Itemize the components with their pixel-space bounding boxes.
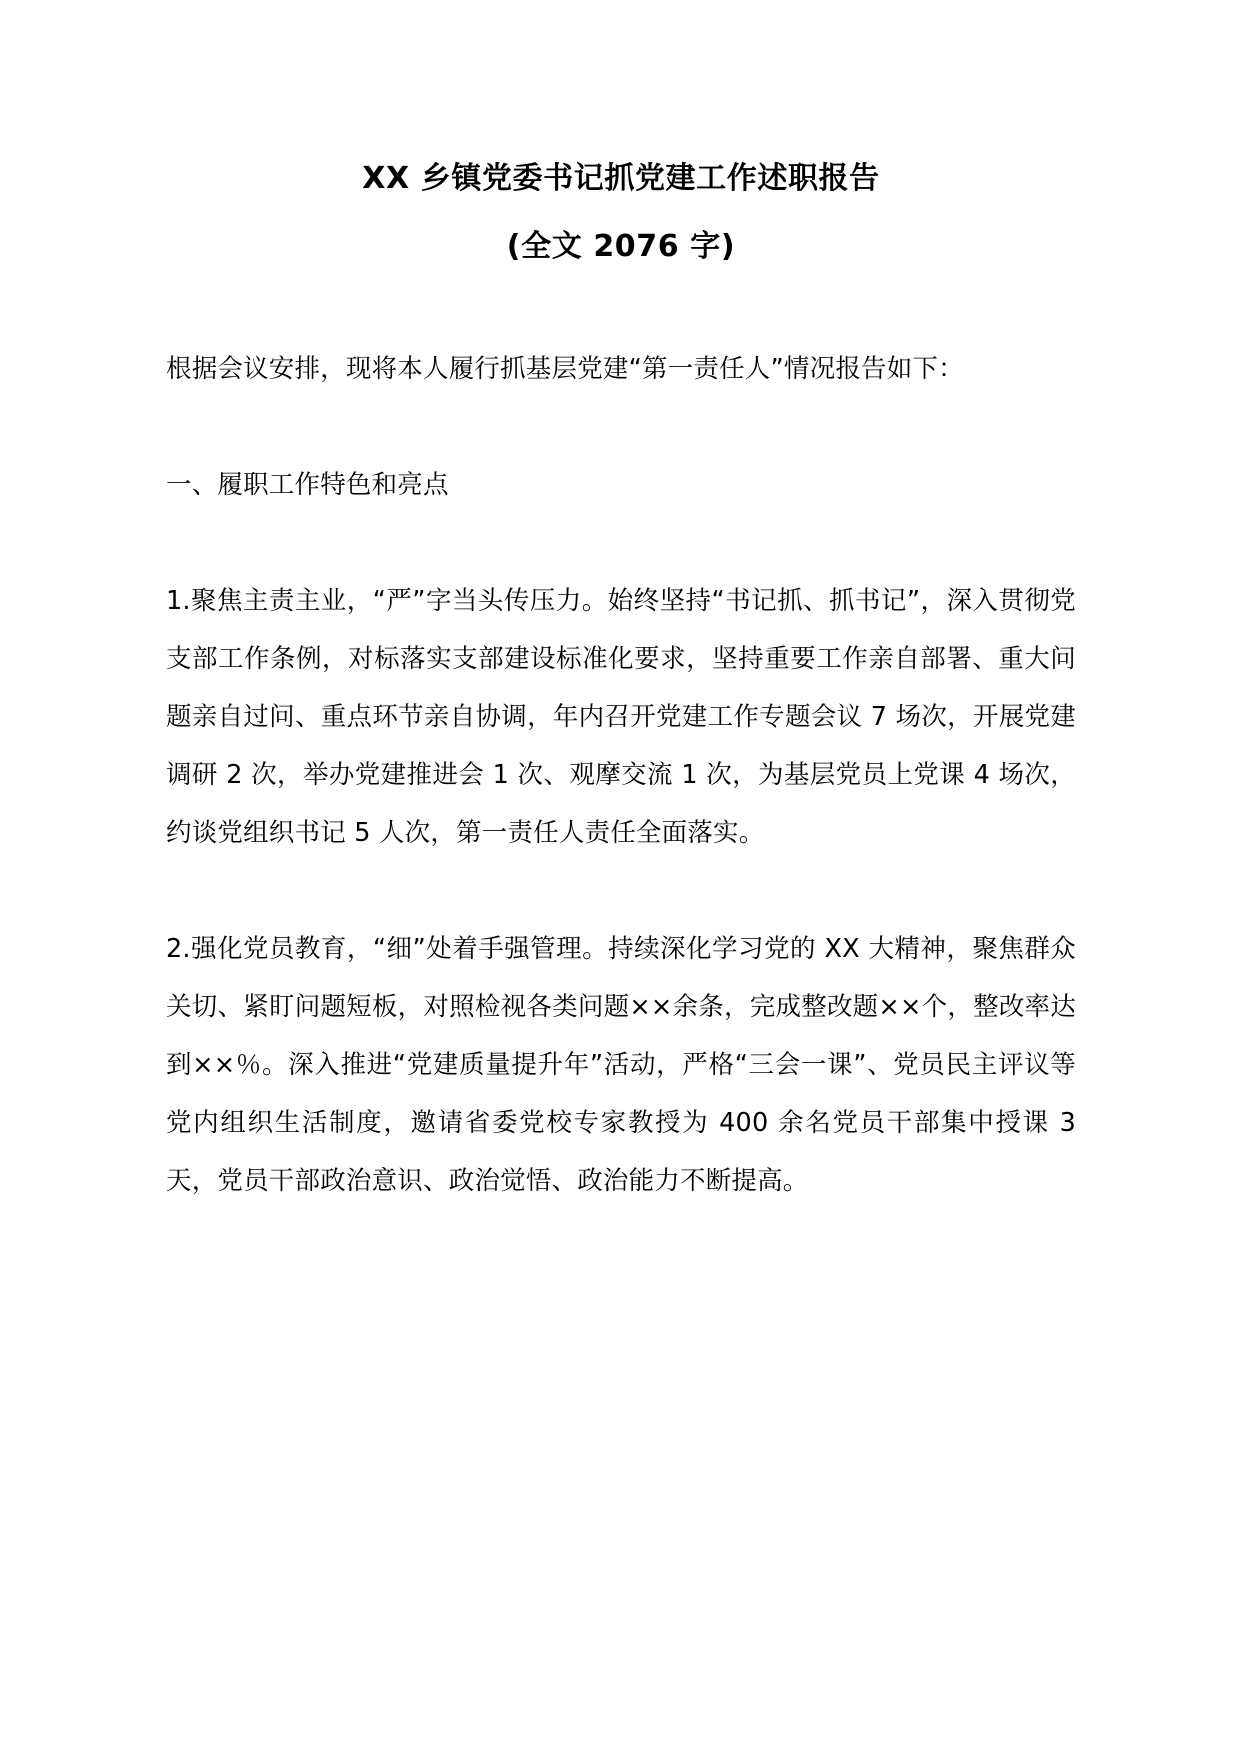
page-subtitle-word-count: (全文 2076 字) <box>506 229 736 264</box>
body-paragraph-1: 1.聚焦主责主业，“严”字当头传压力。始终坚持“书记抓、抓书记”，深入贯彻党支部工作条例，对标落实支部建设标准化要求，坚持重要工作亲自部署、重大问题亲自过问、重点环节亲自协调，年内召开党建工作专题会议 7 场次，开展党建调研 2 次，举办党建推进会 1 次、观摩交流 1 次，为基层党员上党课 4 场次，约谈党组织书记 5 人次，第一责任人责任全面落实。 <box>166 586 1076 848</box>
document-content-column <box>166 0 1076 1210</box>
opening-paragraph: 根据会议安排，现将本人履行抓基层党建“第一责任人”情况报告如下： <box>166 354 964 384</box>
page-title: XX 乡镇党委书记抓党建工作述职报告 <box>362 161 880 196</box>
document-body <box>166 340 1076 1210</box>
body-paragraph-2: 2.强化党员教育，“细”处着手强管理。持续深化学习党的 XX 大精神，聚焦群众关切、紧盯问题短板，对照检视各类问题××余条，完成整改题××个，整改率达到××％。深入推进“党建质量提升年”活动，严格“三会一课”、党员民主评议等党内组织生活制度，邀请省委党校专家教授为 400 余名党员干部集中授课 3 天，党员干部政治意识、政治觉悟、政治能力不断提高。 <box>166 934 1076 1196</box>
document-title-block <box>166 0 1076 278</box>
section-heading-1: 一、履职工作特色和亮点 <box>166 470 449 500</box>
